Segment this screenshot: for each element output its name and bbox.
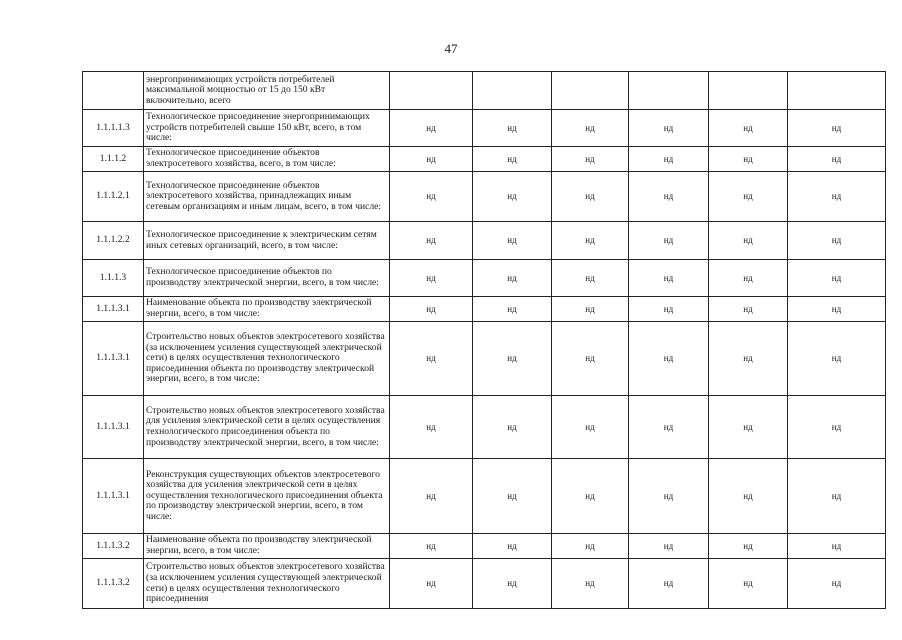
- row-description: Строительство новых объектов электросетевого хозяйства (за исключением усиления существующей электрической сети) в целях осуществления технологического присоединения: [144, 559, 390, 609]
- row-value: [629, 72, 709, 110]
- row-value: нд: [709, 459, 788, 534]
- row-code: 1.1.1.2.1: [83, 172, 144, 222]
- row-value: нд: [629, 110, 709, 147]
- row-value: нд: [788, 260, 886, 297]
- row-value: нд: [629, 222, 709, 260]
- row-value: нд: [390, 172, 473, 222]
- row-value: нд: [390, 459, 473, 534]
- row-description: Реконструкция существующих объектов электросетевого хозяйства для усиления электрической сети в целях осуществления технологического присоединения объекта по производству электрической энергии, всего, в том числе:: [144, 459, 390, 534]
- table-row: [83, 297, 886, 322]
- row-description: Строительство новых объектов электросетевого хозяйства (за исключением усиления существующей электрической сети) в целях осуществления технологического присоединения объекта по производству электрической энергии, всего, в том числе:: [144, 322, 390, 396]
- row-value: нд: [788, 110, 886, 147]
- row-value: нд: [629, 396, 709, 459]
- row-value: нд: [629, 260, 709, 297]
- row-value: нд: [629, 172, 709, 222]
- row-value: нд: [629, 459, 709, 534]
- table-row: [83, 459, 886, 534]
- row-value: нд: [709, 396, 788, 459]
- row-value: нд: [709, 147, 788, 172]
- row-value: нд: [552, 222, 629, 260]
- row-code: 1.1.1.3.1: [83, 297, 144, 322]
- table-row: [83, 172, 886, 222]
- row-value: нд: [473, 322, 552, 396]
- row-value: [473, 72, 552, 110]
- row-description: Технологическое присоединение объектов по производству электрической энергии, всего, в том числе:: [144, 260, 390, 297]
- row-value: нд: [552, 396, 629, 459]
- row-value: нд: [473, 396, 552, 459]
- row-value: нд: [390, 222, 473, 260]
- table-row: [83, 147, 886, 172]
- row-value: нд: [552, 172, 629, 222]
- row-value: нд: [788, 222, 886, 260]
- row-value: нд: [788, 559, 886, 609]
- table-row: [83, 260, 886, 297]
- row-code: 1.1.1.1.3: [83, 110, 144, 147]
- row-value: нд: [629, 147, 709, 172]
- row-value: нд: [788, 396, 886, 459]
- row-value: нд: [629, 297, 709, 322]
- row-value: нд: [390, 396, 473, 459]
- row-value: нд: [390, 297, 473, 322]
- row-description: Строительство новых объектов электросетевого хозяйства для усиления электрической сети в целях осуществления технологического присоединения объекта по производству электрической энергии, всего, в том числе:: [144, 396, 390, 459]
- row-code: 1.1.1.3: [83, 260, 144, 297]
- row-code: [83, 72, 144, 110]
- row-value: нд: [788, 172, 886, 222]
- row-code: 1.1.1.3.2: [83, 559, 144, 609]
- row-value: нд: [552, 297, 629, 322]
- row-description: Технологическое присоединение к электрическим сетям иных сетевых организаций, всего, в том числе:: [144, 222, 390, 260]
- row-value: [709, 72, 788, 110]
- row-value: нд: [473, 297, 552, 322]
- row-value: нд: [709, 222, 788, 260]
- row-description: Наименование объекта по производству электрической энергии, всего, в том числе:: [144, 297, 390, 322]
- row-value: нд: [552, 322, 629, 396]
- row-value: нд: [629, 559, 709, 609]
- row-value: нд: [390, 559, 473, 609]
- page-number: 47: [444, 41, 458, 56]
- row-value: [552, 72, 629, 110]
- row-value: нд: [709, 297, 788, 322]
- row-value: нд: [473, 260, 552, 297]
- row-description: Технологическое присоединение энергопринимающих устройств потребителей свыше 150 кВт, всего, в том числе:: [144, 110, 390, 147]
- row-code: 1.1.1.3.1: [83, 322, 144, 396]
- row-value: нд: [473, 559, 552, 609]
- row-value: нд: [552, 559, 629, 609]
- row-value: нд: [473, 147, 552, 172]
- row-value: нд: [788, 297, 886, 322]
- row-value: нд: [709, 559, 788, 609]
- row-value: нд: [552, 110, 629, 147]
- row-value: нд: [390, 110, 473, 147]
- row-description: Технологическое присоединение объектов электросетевого хозяйства, всего, в том числе:: [144, 147, 390, 172]
- row-value: нд: [473, 172, 552, 222]
- row-code: 1.1.1.3.2: [83, 534, 144, 559]
- row-value: нд: [473, 459, 552, 534]
- row-value: нд: [552, 260, 629, 297]
- table-row: [83, 534, 886, 559]
- row-value: нд: [473, 534, 552, 559]
- row-value: нд: [390, 534, 473, 559]
- row-value: нд: [709, 260, 788, 297]
- row-code: 1.1.1.2.2: [83, 222, 144, 260]
- row-code: 1.1.1.3.1: [83, 459, 144, 534]
- investment-table: [82, 71, 886, 609]
- table-row: [83, 396, 886, 459]
- table-row: [83, 222, 886, 260]
- row-description: Наименование объекта по производству электрической энергии, всего, в том числе:: [144, 534, 390, 559]
- table-row: [83, 72, 886, 110]
- row-value: нд: [788, 459, 886, 534]
- row-code: 1.1.1.3.1: [83, 396, 144, 459]
- row-description: Технологическое присоединение объектов электросетевого хозяйства, принадлежащих иным сетевым организациям и иным лицам, всего, в том числе:: [144, 172, 390, 222]
- row-value: нд: [788, 147, 886, 172]
- row-value: нд: [552, 534, 629, 559]
- row-value: [788, 72, 886, 110]
- row-value: нд: [473, 222, 552, 260]
- row-value: [390, 72, 473, 110]
- row-value: нд: [709, 110, 788, 147]
- row-value: нд: [390, 322, 473, 396]
- row-value: нд: [473, 110, 552, 147]
- row-value: нд: [629, 322, 709, 396]
- row-code: 1.1.1.2: [83, 147, 144, 172]
- row-value: нд: [788, 322, 886, 396]
- table-row: [83, 559, 886, 609]
- row-value: нд: [390, 147, 473, 172]
- table-row: [83, 110, 886, 147]
- row-description: энергопринимающих устройств потребителей максимальной мощностью от 15 до 150 кВт включительно, всего: [144, 72, 390, 110]
- table-body: [83, 72, 886, 609]
- row-value: нд: [390, 260, 473, 297]
- row-value: нд: [709, 172, 788, 222]
- row-value: нд: [788, 534, 886, 559]
- row-value: нд: [629, 534, 709, 559]
- row-value: нд: [552, 147, 629, 172]
- table-row: [83, 322, 886, 396]
- row-value: нд: [552, 459, 629, 534]
- row-value: нд: [709, 534, 788, 559]
- row-value: нд: [709, 322, 788, 396]
